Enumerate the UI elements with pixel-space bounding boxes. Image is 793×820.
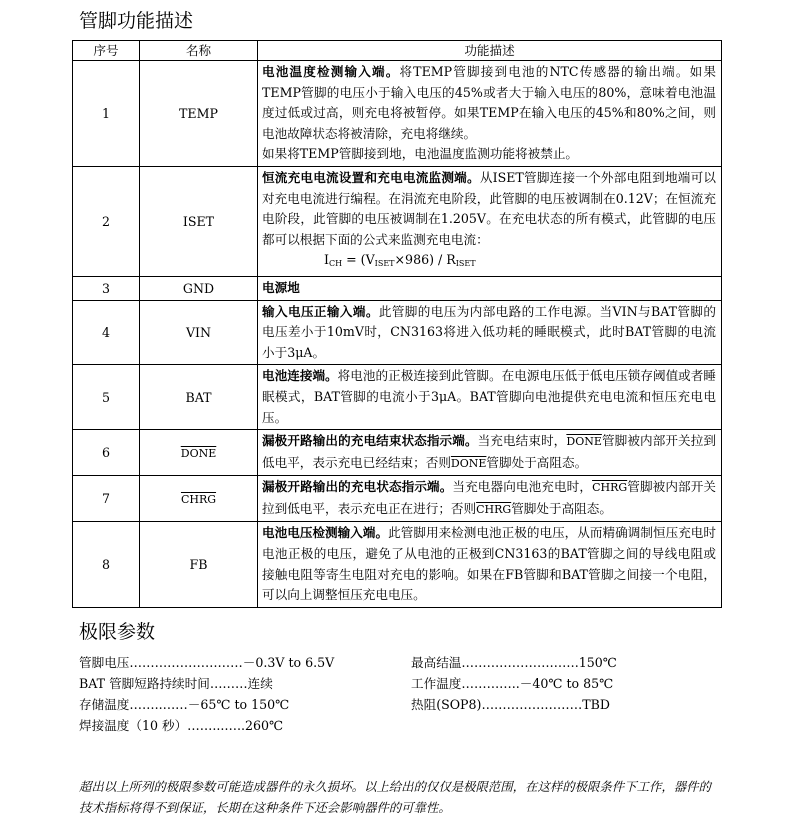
table-row (73, 276, 722, 300)
pin-description (258, 365, 722, 430)
header-no: 序号 (73, 41, 140, 61)
table-row (73, 61, 722, 167)
description-text: 将TEMP管脚接到电池的NTC传感器的输出端。如果TEMP管脚的电压小于输入电压的45%或者大于输入电压的80%，意味着电池温度过低或过高，则充电将被暂停。如果TEMP在输入电压的45%和80%之间，则电池故障状态将被清除，充电将继续。 (262, 64, 716, 141)
limit-thermal-resistance: 热阻(SOP8)……………………TBD (411, 697, 610, 712)
pin-number: 1 (73, 61, 140, 167)
pin-number: 3 (73, 276, 140, 300)
description-text-2: 如果将TEMP管脚接到地，电池温度监测功能将被禁止。 (262, 146, 579, 162)
pin-number: 7 (73, 476, 140, 522)
description-text: 此管脚的电压为内部电路的工作电源。当VIN与BAT管脚的电压差小于10mV时，CN3163将进入低功耗的睡眠模式，此时BAT管脚的电流小于3μA。 (262, 303, 716, 360)
limit-bat-short-duration: BAT 管脚短路持续时间………连续 (79, 676, 273, 691)
description-lead: 电源地 (262, 279, 300, 295)
pin-description (258, 61, 722, 167)
pin-name: TEMP (140, 61, 258, 167)
pin-number: 6 (73, 430, 140, 476)
pin-description (258, 300, 722, 365)
pin-name-overline: DONE (180, 447, 217, 461)
pin-description: 漏极开路输出的充电状态指示端。当充电器向电池充电时，CHRG管脚被内部开关拉到低电平，表示充电正在进行；否则CHRG管脚处于高阻态。 (258, 476, 722, 522)
charge-current-formula: $I_{CH} = (V_{ISET}\times 986) / R_{ISET}$ (324, 252, 476, 269)
description-lead: 电池连接端。 (262, 368, 338, 384)
pin-description (258, 522, 722, 607)
pin-name: VIN (140, 300, 258, 365)
pin-name: ISET (140, 166, 258, 276)
header-name: 名称 (140, 41, 258, 61)
pin-description (258, 166, 722, 276)
pin-name: BAT (140, 365, 258, 430)
description-lead: 漏极开路输出的充电状态指示端。 (262, 479, 453, 495)
pin-name (140, 476, 258, 522)
description-lead: 恒流充电电流设置和充电电流监测端。 (262, 169, 480, 185)
description-text: 此管脚用来检测电池正极的电压，从而精确调制恒压充电时电池正极的电压，避免了从电池的正极到CN3163的BAT管脚之间的导线电阻或接触电阻等寄生电阻对充电的影响。如果在FB管脚和BAT管脚之间接一个电阻，可以向上调整恒压充电电压。 (262, 525, 717, 603)
pin-name: FB (140, 522, 258, 607)
limits-warning-note: 超出以上所列的极限参数可能造成器件的永久损坏。以上给出的仅仅是极限范围，在这样的极限条件下工作，器件的技术指标将得不到保证，长期在这种条件下还会影响器件的可靠性。 (79, 779, 711, 815)
pin-description (258, 276, 722, 300)
pin-number: 4 (73, 300, 140, 365)
table-row (73, 430, 722, 476)
limit-max-junction-temperature: 最高结温……………………….150℃ (411, 655, 617, 670)
pin-function-table (72, 40, 722, 608)
pin-number: 8 (73, 522, 140, 607)
description-lead: 电池电压检测输入端。 (262, 525, 389, 541)
limit-storage-temperature: 存储温度……..……－65℃ to 150℃ (79, 697, 290, 712)
header-function: 功能描述 (258, 41, 722, 61)
table-row (73, 476, 722, 522)
description-lead: 输入电压正输入端。 (262, 303, 379, 319)
table-header-row (73, 41, 722, 61)
pin-section-title: 管脚功能描述 (79, 10, 194, 32)
description-lead: 电池温度检测输入端。 (262, 64, 400, 79)
pin-name-overline: CHRG (180, 493, 217, 507)
table-row (73, 522, 722, 607)
pin-name (140, 430, 258, 476)
limit-operating-temperature: 工作温度…………..－40℃ to 85℃ (411, 676, 614, 691)
description-text: 从ISET管脚连接一个外部电阻到地端可以对充电电流进行编程。在涓流充电阶段，此管脚的电压被调制在0.12V；在恒流充电阶段，此管脚的电压被调制在1.205V。在充电状态的所有模式，此管脚的电压都可以根据下面的公式来监测充电电流： (262, 169, 717, 247)
description-lead: 漏极开路输出的充电结束状态指示端。 (262, 433, 478, 449)
limits-section-title: 极限参数 (79, 621, 156, 643)
description-text: 将电池的正极连接到此管脚。在电源电压低于低电压锁存阈值或者睡眠模式，BAT管脚的电流小于3μA。BAT管脚向电池提供充电电流和恒压充电电压。 (262, 368, 717, 425)
limit-pin-voltage: 管脚电压………………………－0.3V to 6.5V (79, 655, 335, 670)
pin-number: 5 (73, 365, 140, 430)
table-row (73, 300, 722, 365)
table-row (73, 365, 722, 430)
pin-description: 漏极开路输出的充电结束状态指示端。当充电结束时，DONE管脚被内部开关拉到低电平，表示充电已经结束；否则DONE管脚处于高阻态。 (258, 430, 722, 476)
table-row (73, 166, 722, 276)
limit-soldering-temperature: 焊接温度（10 秒）……...…..260℃ (79, 718, 284, 733)
pin-number: 2 (73, 166, 140, 276)
pin-name: GND (140, 276, 258, 300)
